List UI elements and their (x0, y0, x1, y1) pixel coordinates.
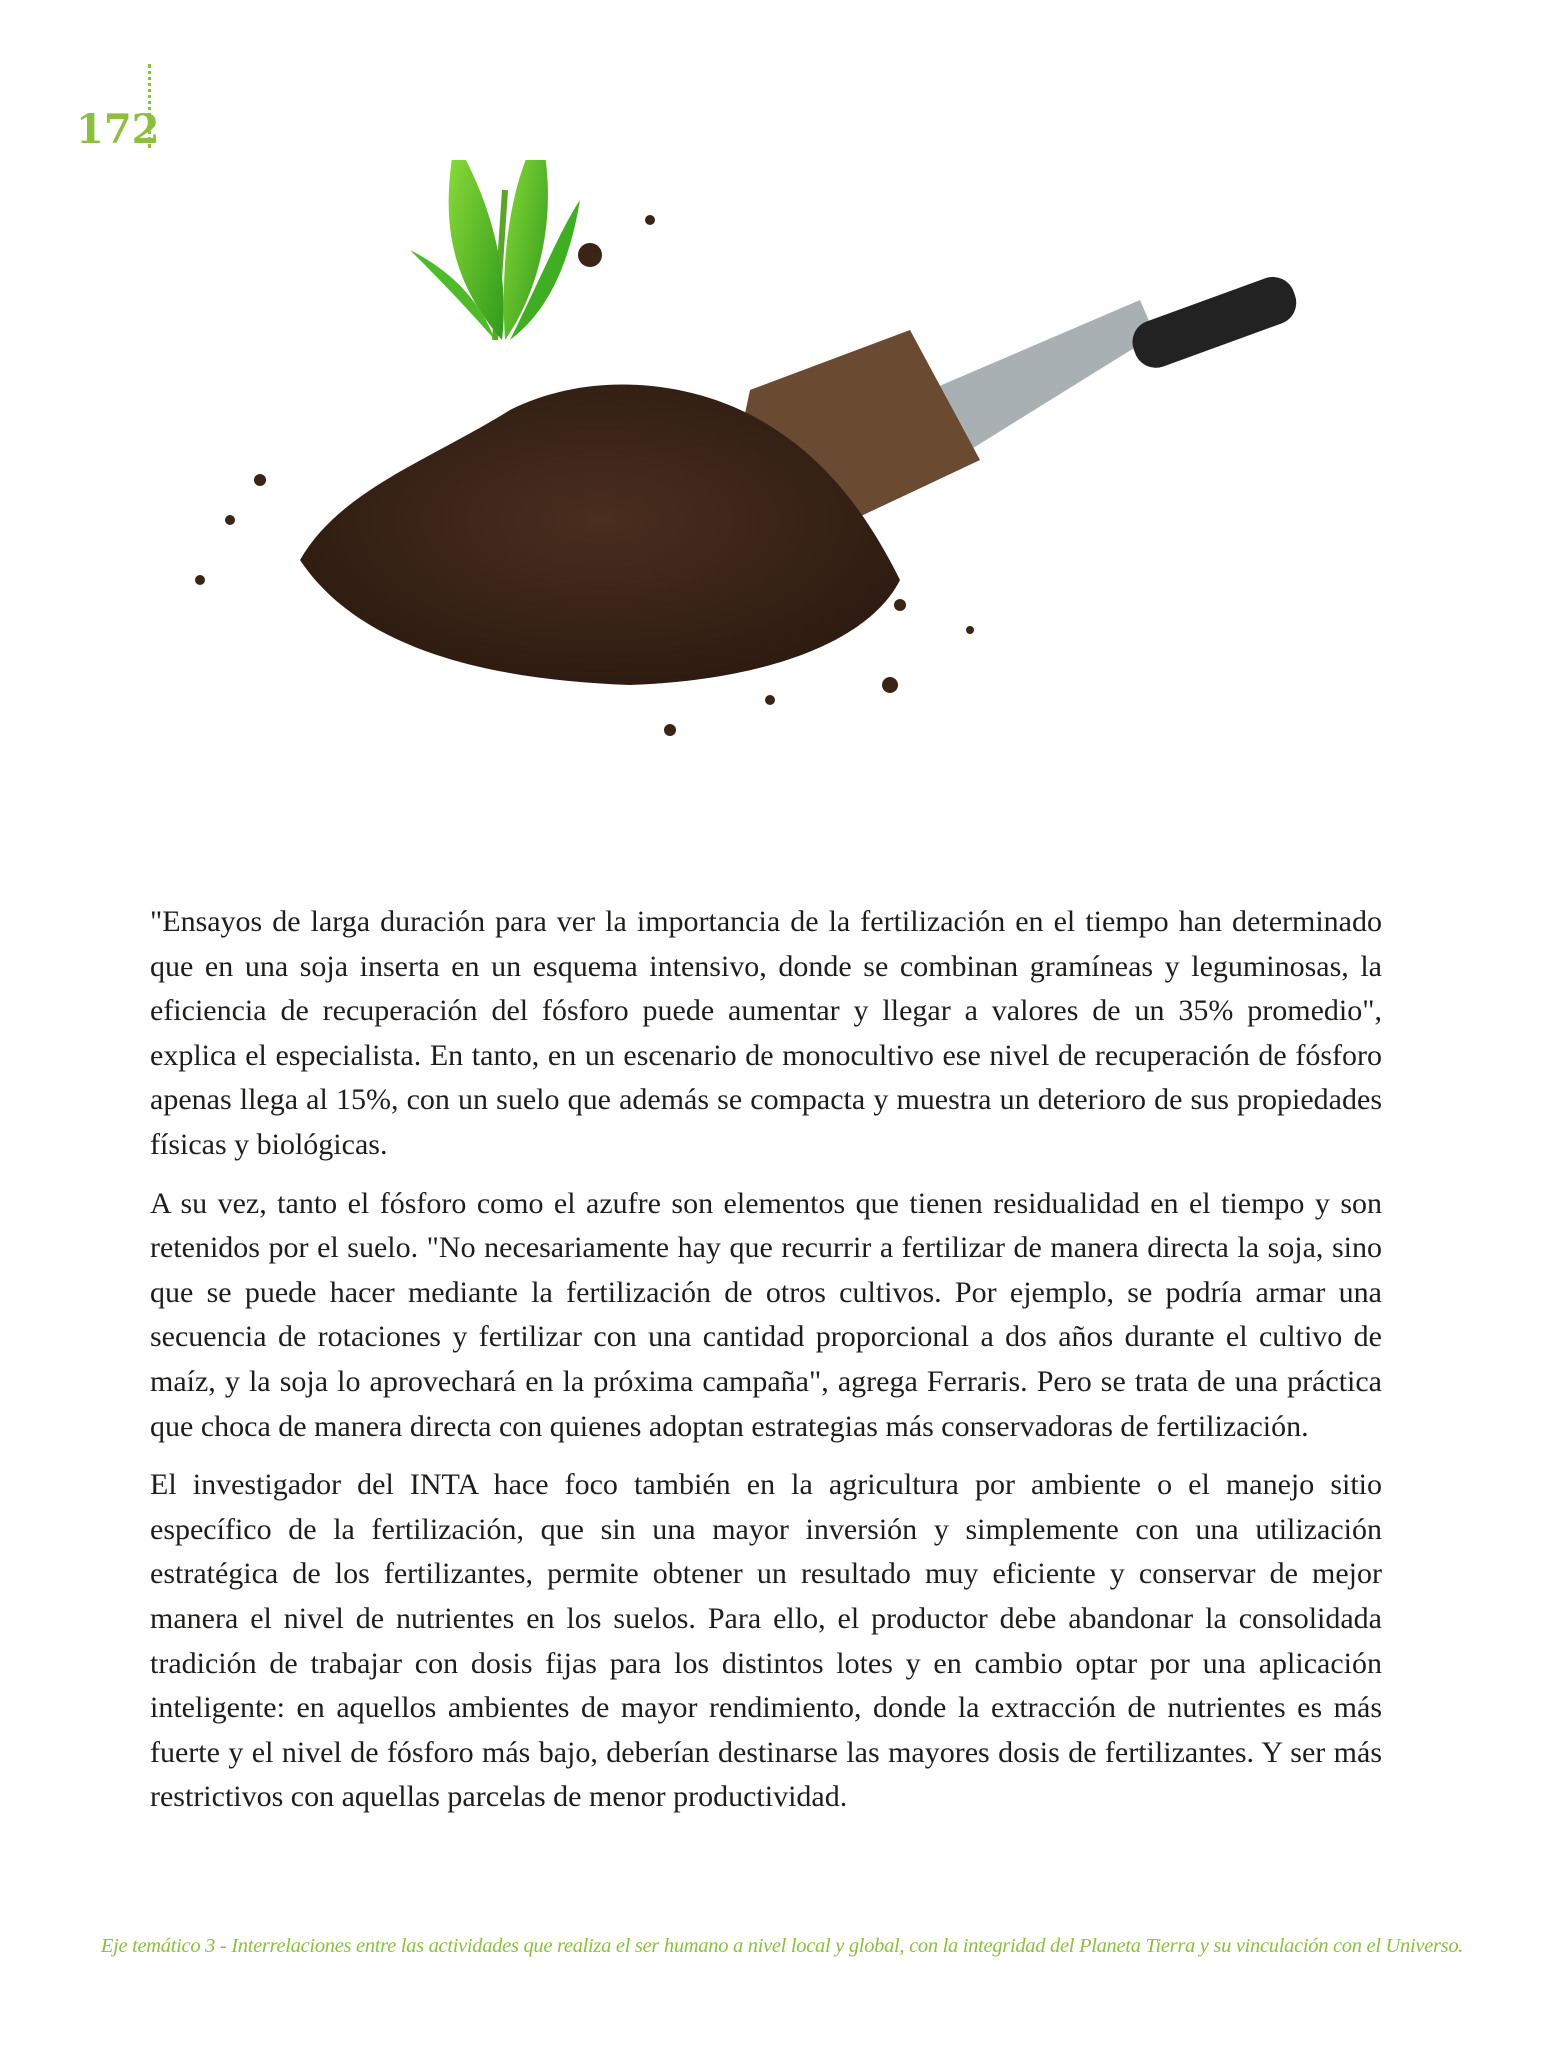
paragraph: "Ensayos de larga duración para ver la importancia de la fertilización en el tiempo han determinado que en una soja inserta en un esquema intensivo, donde se combinan gramíneas y leguminosas, la eficiencia de recuperación del fósforo puede aumentar y llegar a valores de un 35% promedio", explica el especialista. En tanto, en un escenario de monocultivo ese nivel de recuperación de fósforo apenas llega al 15%, con un suelo que además se compacta y muestra un deterioro de sus propiedades físicas y biológicas. (150, 905, 1382, 1161)
page-number: 172 (76, 106, 160, 153)
soil-sprout-trowel-image (110, 160, 1400, 840)
dotted-divider (148, 64, 151, 148)
paragraph: A su vez, tanto el fósforo como el azufre son elementos que tienen residualidad en el tiempo y son retenidos por el suelo. "No necesariamente hay que recurrir a fertilizar de manera directa la soja, sino que se puede hacer mediante la fertilización de otros cultivos. Por ejemplo, se podría armar una secuencia de rotaciones y fertilizar con una cantidad proporcional a dos años durante el cultivo de maíz, y la soja lo aprovechará en la próxima campaña", agrega Ferraris. Pero se trata de una práctica que choca de manera directa con quienes adoptan estrategias más conservadoras de fertilización. (150, 1186, 1382, 1443)
article-body (150, 900, 1382, 1834)
paragraph: El investigador del INTA hace foco también en la agricultura por ambiente o el manejo sitio específico de la fertilización, que sin una mayor inversión y simplemente con una utilización estratégica de los fertilizantes, permite obtener un resultado muy eficiente y conservar de mejor manera el nivel de nutrientes en los suelos. Para ello, el productor debe abandonar la consolidada tradición de trabajar con dosis fijas para los distintos lotes y en cambio optar por una aplicación inteligente: en aquellos ambientes de mayor rendimiento, donde la extracción de nutrientes es más fuerte y el nivel de fósforo más bajo, deberían destinarse las mayores dosis de fertilizantes. Y ser más restrictivos con aquellas parcelas de menor productividad. (150, 1468, 1382, 1814)
sprout-icon (410, 160, 580, 340)
footer-theme-line: Eje temático 3 - Interrelaciones entre las actividades que realiza el ser humano a nivel local y global, con la integridad del Planeta Tierra y su vinculación con el Universo. (100, 1935, 1464, 1957)
